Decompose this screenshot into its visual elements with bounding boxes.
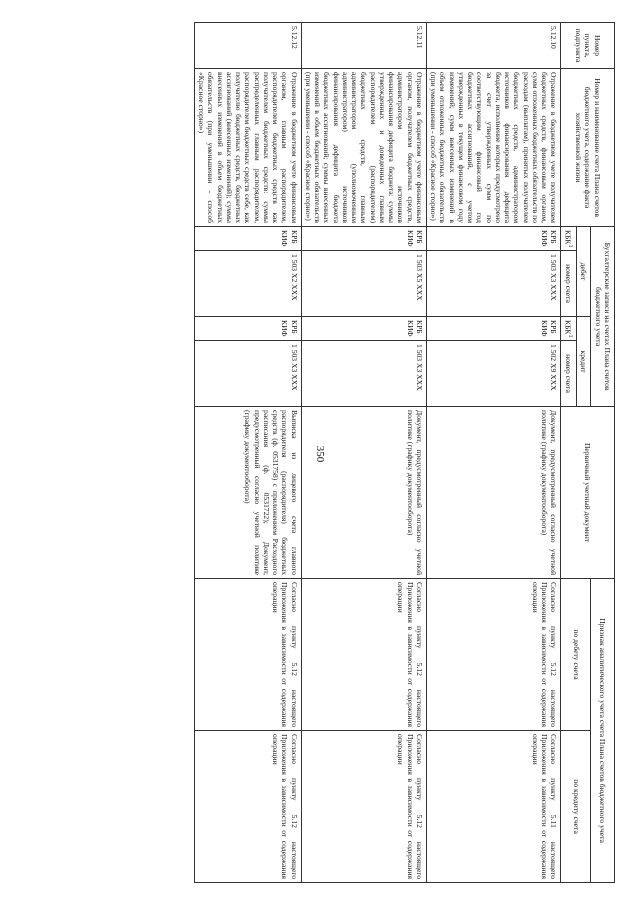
table-row <box>301 23 426 883</box>
header-debit: дебет <box>577 227 591 317</box>
row-content: Отражение в бюджетном учете получателем бюджетных средств, финансовым органом, сумм отложенных бюджетных обязательств по расходам (выплатам), принятых получателем бюджетных средств, администратором источников финансирования дефицита бюджета, исполнение которых предусмотрено за счет утвержденных сумм по соответствующим финансовый год бюджетных ассигнований, с учетом утвержденных в текущем финансовом году изменений; сумм внесенных изменений в объем отложенных бюджетных обязательств (при уменьшении - способ «Красное сторно») <box>426 69 561 227</box>
header-by-credit: по кредиту счета <box>561 731 591 883</box>
header-document: Первичный учетный документ <box>561 407 615 579</box>
rotated-table-page <box>25 22 615 882</box>
header-account-name: Номер и наименование счета Плана счетов бюджетного учета, содержание факта хозяйственной жизни <box>561 69 615 227</box>
row-credit-kbk: КРБ КИФ <box>301 317 426 341</box>
header-debit-kbk: КБК$^1$ <box>561 227 577 251</box>
row-by-debit: Согласно пункту 5.12 настоящего Приложения в зависимости от содержания операции <box>194 579 301 731</box>
row-number: 5.12.10 <box>426 23 561 69</box>
header-by-debit: по дебету счета <box>561 579 591 731</box>
header-debit-account: номер счета <box>561 251 577 317</box>
page-number: 350 <box>314 445 326 463</box>
header-credit-account: номер счета <box>561 341 577 407</box>
row-debit-account: 1 503 X5 XXX <box>301 251 426 317</box>
row-credit-account: 1 503 X3 XXX <box>301 341 426 407</box>
row-document: Документ, предусмотренный согласно учетной политике (графику документооборота) <box>301 407 426 579</box>
header-entries: Бухгалтерские записи на счетах Плана счетов бюджетного учета <box>591 227 615 407</box>
row-by-debit: Согласно пункту 5.12 настоящего Приложения в зависимости от содержания операции <box>301 579 426 731</box>
row-debit-kbk: КРБ КИФ <box>426 227 561 251</box>
row-debit-account: 1 503 X2 XXX <box>194 251 301 317</box>
row-credit-kbk: КРБ КИФ <box>194 317 301 341</box>
row-number: 5.12.12 <box>194 23 301 69</box>
row-credit-kbk: КРБ КИФ <box>426 317 561 341</box>
row-debit-kbk: КРБ КИФ <box>194 227 301 251</box>
header-analytics: Признак аналитического учета счета Плана счетов бюджетного учета <box>591 579 615 883</box>
row-by-credit: Согласно пункту 5.11 настоящего Приложения в зависимости от содержания операции <box>426 731 561 883</box>
row-content: Отражение в бюджетном учете финансовым органом, главным распорядителем, распорядителем бюджетных средств как получателем бюджетных средств: суммы распределенных главным распорядителем, распорядителем бюджетных средств себе, как получателю бюджетных средств, бюджетных ассигнований (внесенных изменений); суммы внесенных изменений в объем бюджетных обязательств (при уменьшении - способ «Красное сторно») <box>194 69 301 227</box>
row-document: Документ, предусмотренный согласно учетной политике (графику документооборота) <box>426 407 561 579</box>
row-debit-kbk: КРБ КИФ <box>301 227 426 251</box>
row-by-debit: Согласно пункту 5.12 настоящего Приложения в зависимости от содержания операции <box>426 579 561 731</box>
table-row <box>194 23 301 883</box>
accounting-entries-table <box>194 22 615 883</box>
row-credit-account: 1 503 X3 XXX <box>194 341 301 407</box>
row-by-credit: Согласно пункту 5.12 настоящего Приложения в зависимости от содержания операции <box>194 731 301 883</box>
row-document: Выписка из лицевого счета главного распорядителя (распорядителя) бюджетных средств (ф. 0531758) с приложением Расходного расписания (ф. 0531722); Документ, предусмотренный согласно учетной политике (графику документооборота) <box>194 407 301 579</box>
header-credit: кредит <box>577 317 591 407</box>
row-credit-account: 1 502 X9 XXX <box>426 341 561 407</box>
header-point-number: Номер пункта, подпункта <box>561 23 615 69</box>
table-row <box>426 23 561 883</box>
header-credit-kbk: КБК$^1$ <box>561 317 577 341</box>
row-content: Отражение в бюджетном учете финансовым органом, получателем бюджетных средств, администратором источников финансирования дефицита бюджета: суммы утвержденных и доведенных главным распорядителем (распорядителем) бюджетных средств, главным администратором (уполномоченным администратором) источников финансирования дефицита бюджета бюджетных ассигнований; суммы внесенных изменений в объем бюджетных обязательств (при уменьшении - способ «Красное сторно») <box>301 69 426 227</box>
row-number: 5.12.11 <box>301 23 426 69</box>
row-by-credit: Согласно пункту 5.12 настоящего Приложения в зависимости от содержания операции <box>301 731 426 883</box>
row-debit-account: 1 503 X3 XXX <box>426 251 561 317</box>
